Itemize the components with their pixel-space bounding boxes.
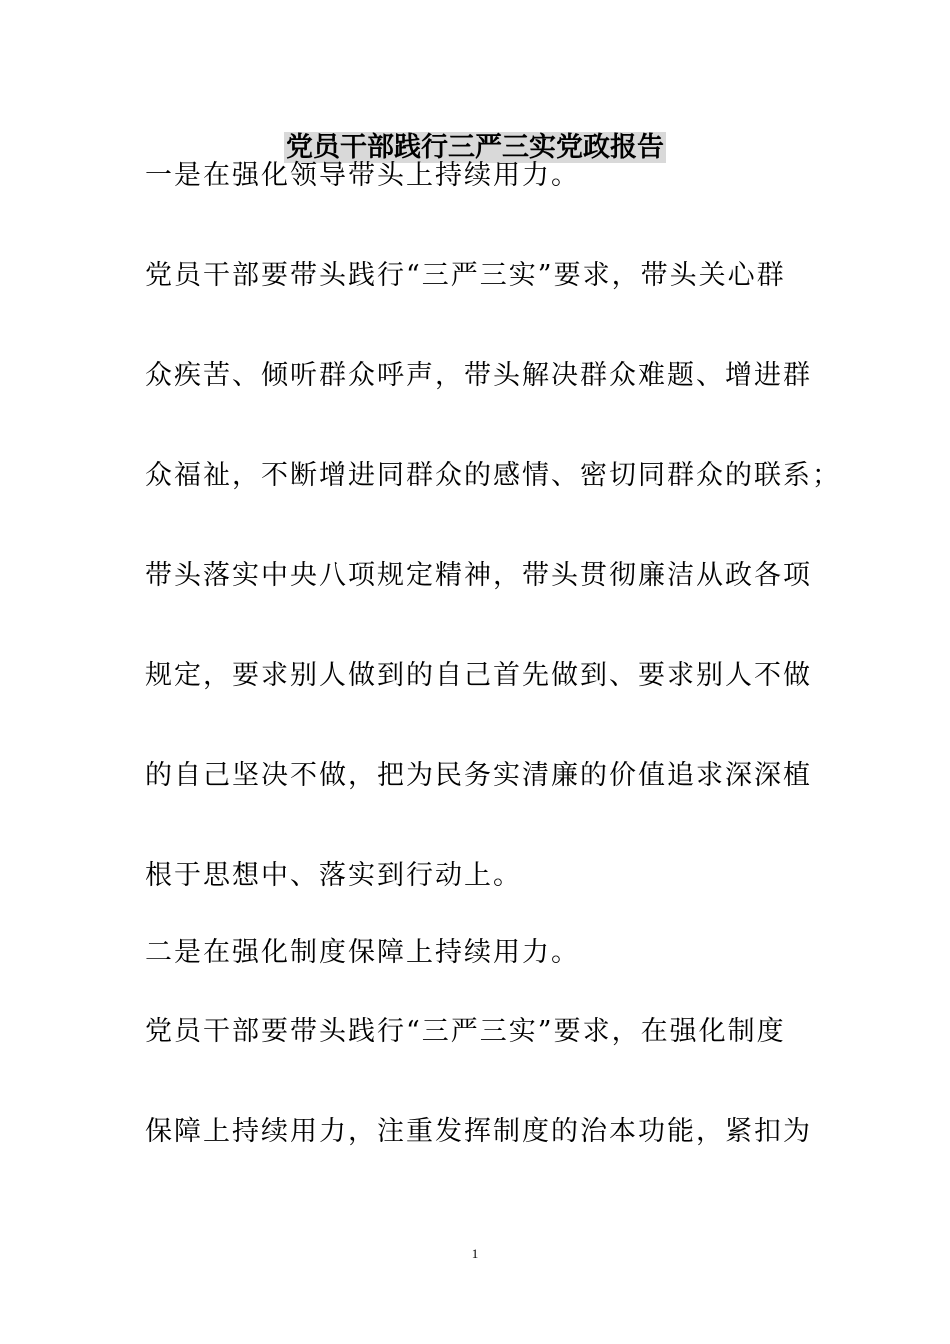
paragraph-line: 带头落实中央八项规定精神，带头贯彻廉洁从政各项 (145, 560, 812, 591)
paragraph-line: 根于思想中、落实到行动上。 (145, 860, 522, 891)
paragraph-line: 众福祉，不断增进同群众的感情、密切同群众的联系； (145, 460, 841, 491)
page-number: 1 (471, 1246, 479, 1261)
paragraph-line: 的自己坚决不做，把为民务实清廉的价值追求深深植 (145, 760, 812, 791)
document-title-text: 党员干部践行三严三实党政报告 (286, 132, 664, 163)
section-heading-2: 二是在强化制度保障上持续用力。 (145, 937, 580, 968)
section-heading-1: 一是在强化领导带头上持续用力。 (145, 160, 580, 191)
paragraph-line: 众疾苦、倾听群众呼声，带头解决群众难题、增进群 (145, 360, 812, 391)
paragraph-line: 党员干部要带头践行“三严三实”要求，在强化制度 (145, 1016, 786, 1047)
paragraph-line: 党员干部要带头践行“三严三实”要求，带头关心群 (145, 260, 786, 291)
paragraph-line: 规定，要求别人做到的自己首先做到、要求别人不做 (145, 660, 812, 691)
paragraph-line: 保障上持续用力，注重发挥制度的治本功能，紧扣为 (145, 1116, 812, 1147)
